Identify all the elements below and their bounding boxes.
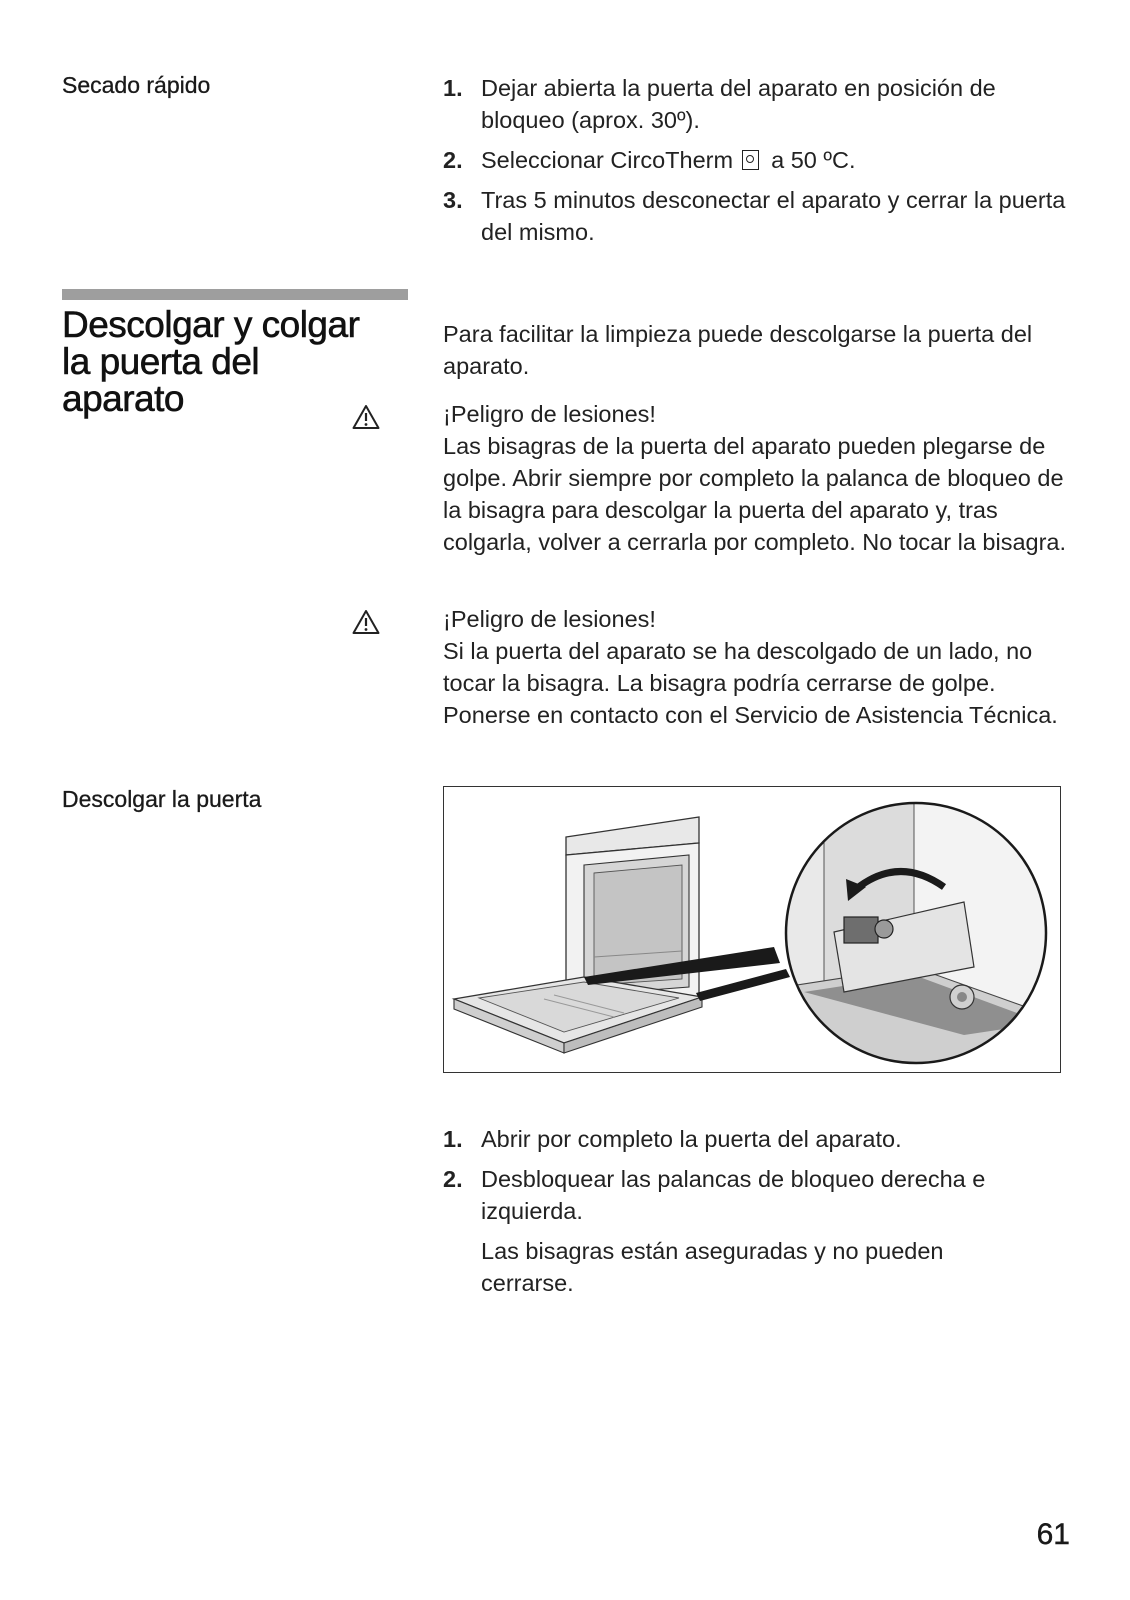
step-text: Dejar abierta la puerta del aparato en posición de bloqueo (aprox. 30º). <box>481 75 996 133</box>
circotherm-symbol-icon <box>742 150 759 170</box>
step-number: 2. <box>443 1166 463 1192</box>
step-3 <box>443 184 1083 248</box>
warning-triangle-icon <box>352 609 380 640</box>
step-number: 1. <box>443 75 463 101</box>
warning-title: ¡Peligro de lesiones! <box>443 606 656 632</box>
heading-rule <box>62 289 408 300</box>
warning-title: ¡Peligro de lesiones! <box>443 401 656 427</box>
section-label-descolgar: Descolgar la puerta <box>62 786 262 812</box>
warning-block-2 <box>443 603 1083 731</box>
intro-paragraph: Para facilitar la limpieza puede descolgarse la puerta del aparato. <box>443 321 1033 379</box>
step-number: 2. <box>443 147 463 173</box>
warning-text: Las bisagras de la puerta del aparato pueden plegarse de golpe. Abrir siempre por completo la palanca de bloqueo de la bisagra para descolgar la puerta del aparato y, tras colgarla, volver a cerrarla por completo. No tocar la bisagra. <box>443 433 1067 555</box>
warning-text: Si la puerta del aparato se ha descolgado de un lado, no tocar la bisagra. La bisagra podría cerrarse de golpe. Ponerse en contacto con el Servicio de Asistencia Técnica. <box>443 638 1058 728</box>
section-label-secado-rapido: Secado rápido <box>62 72 211 98</box>
step-text: Seleccionar CircoTherm <box>481 147 734 173</box>
section-heading: Descolgar y colgar la puerta del aparato <box>62 304 360 419</box>
step-1 <box>443 72 1083 136</box>
step-text-suffix: a 50 ºC. <box>771 147 856 173</box>
oven-hinge-illustration <box>443 786 1061 1073</box>
step-2 <box>443 1163 1043 1227</box>
warning-block-1 <box>443 398 1083 558</box>
result-text: Las bisagras están aseguradas y no pueden cerrarse. <box>481 1238 944 1296</box>
step-number: 3. <box>443 187 463 213</box>
step-text: Desbloquear las palancas de bloqueo derecha e izquierda. <box>481 1166 986 1224</box>
step-1 <box>443 1123 1083 1155</box>
step-text: Tras 5 minutos desconectar el aparato y cerrar la puerta del mismo. <box>481 187 1066 245</box>
page-number: 61 <box>1036 1518 1070 1551</box>
step-text: Abrir por completo la puerta del aparato. <box>481 1126 902 1152</box>
step-2 <box>443 144 1083 176</box>
step-number: 1. <box>443 1126 463 1152</box>
warning-triangle-icon <box>352 404 380 435</box>
